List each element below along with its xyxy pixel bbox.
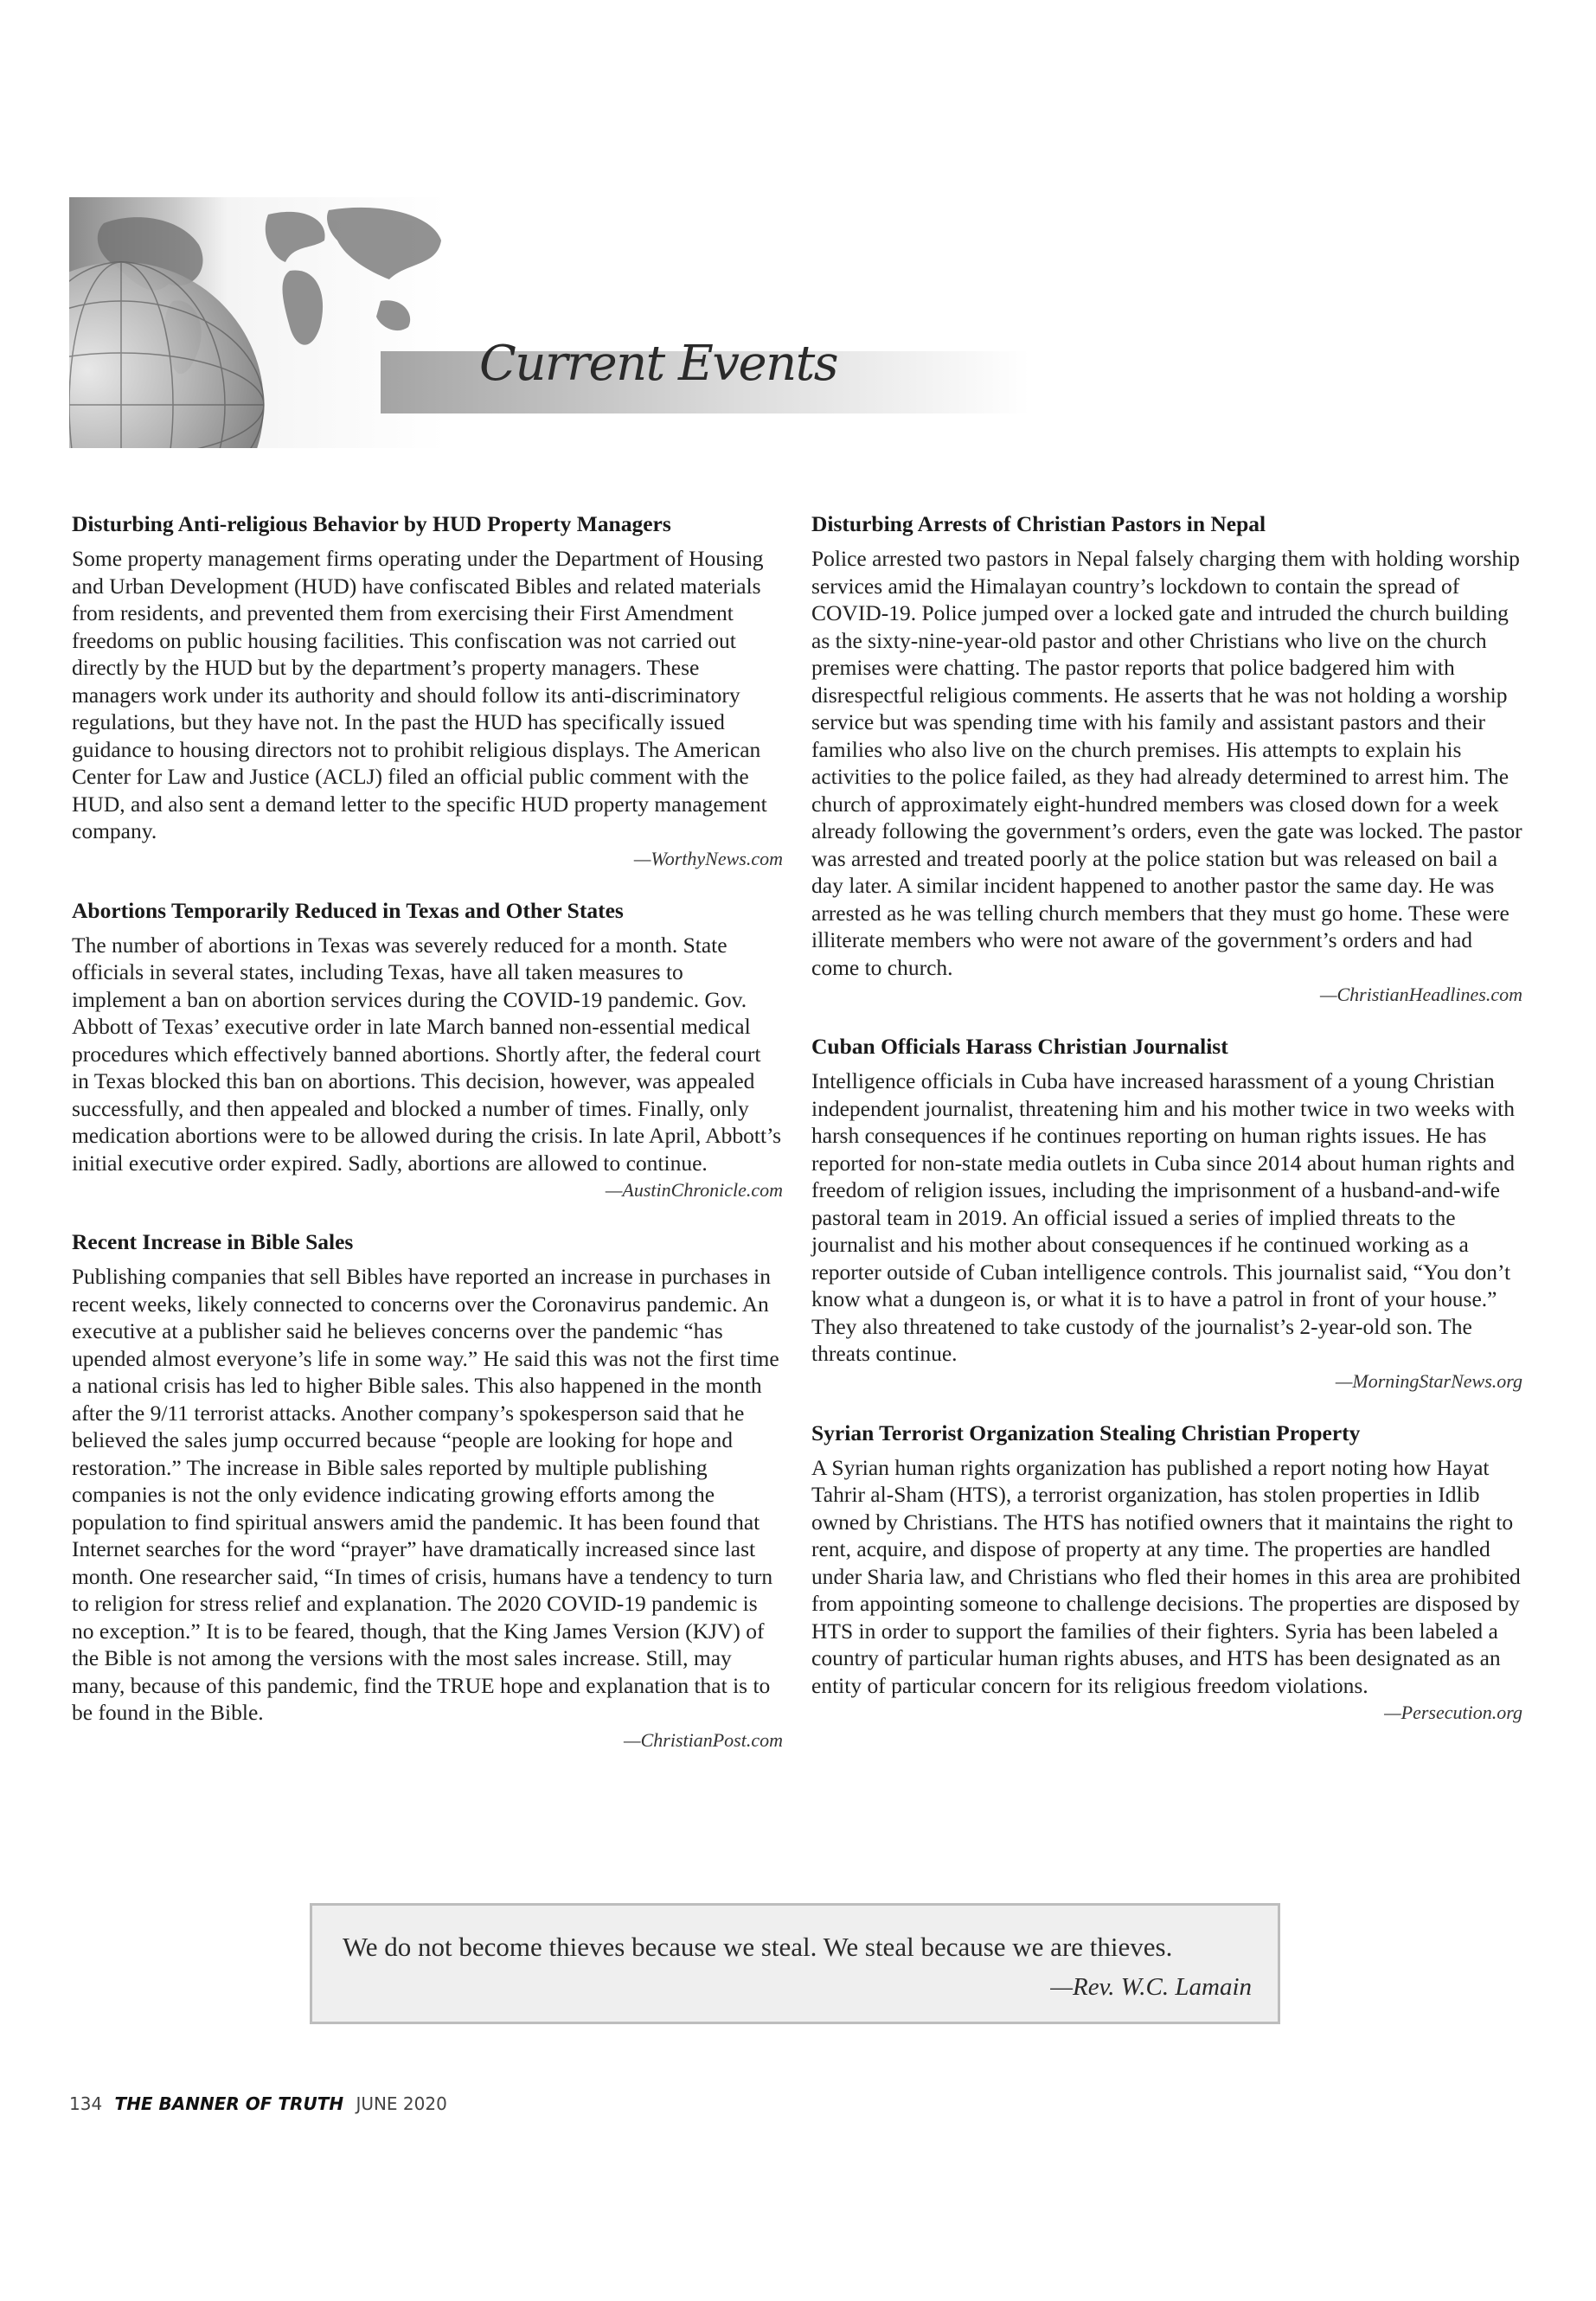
- article-nepal: [811, 510, 1522, 1007]
- article-hud: [72, 510, 783, 871]
- quote-text: We do not become thieves because we steal. We steal because we are thieves.: [343, 1932, 1173, 1962]
- issue-date: JUNE 2020: [356, 2093, 447, 2114]
- section-banner: [69, 197, 1029, 448]
- article-body: Some property management firms operating under the Department of Housing and Urban Development (HUD) have confiscated Bibles and related materials from residents, and prevented them from exercising their First Amendment freedoms on public housing facilities. This confiscation was not carried out directly by the HUD but by the department’s property managers. These managers work under its authority and should follow its anti-discriminatory regulations, but they have not. In the past the HUD has specifically issued guidance to housing directors not to prohibit religious displays. The American Center for Law and Justice (ACLJ) filed an official public comment with the HUD, and also sent a demand letter to the specific HUD property management company.: [72, 546, 767, 843]
- page-number: 134: [69, 2093, 103, 2114]
- article-cuba: [811, 1033, 1522, 1394]
- article-source: —MorningStarNews.org: [1335, 1369, 1522, 1392]
- article-title: Disturbing Arrests of Christian Pastors in Nepal: [811, 511, 1266, 536]
- article-source: —ChristianPost.com: [624, 1728, 783, 1751]
- article-source: —Persecution.org: [1384, 1702, 1522, 1723]
- article-syria: [811, 1420, 1522, 1726]
- quote-author: —Rev. W.C. Lamain: [1050, 1973, 1252, 2001]
- right-column: [811, 510, 1522, 1751]
- publication-name: THE BANNER OF TRUTH: [114, 2093, 344, 2114]
- article-body: Intelligence officials in Cuba have increased harassment of a young Christian independent journalist, threatening him and his mother twice in two weeks with harsh consequences if he continues reporting on human rights issues. He has reported for non-state media outlets in Cuba since 2014 about human rights and freedom of religion issues, including the imprisonment of a husband-and-wife pastoral team in 2019. An official issued a series of implied threats to the journalist and his mother about consequences if he continued working as a reporter outside of Cuban intelligence controls. This journalist said, “You don’t know what a dungeon is, or what it is to have a patrol in front of your house.” They also threatened to take custody of the journalist’s 2-year-old son. The threats continue.: [811, 1068, 1515, 1366]
- article-bible-sales: [72, 1228, 783, 1753]
- pull-quote: [310, 1903, 1280, 2024]
- article-source: —WorthyNews.com: [633, 847, 783, 869]
- article-source: —ChristianHeadlines.com: [1319, 984, 1522, 1005]
- article-title: Disturbing Anti-religious Behavior by HUD Property Managers: [72, 511, 671, 536]
- article-title: Cuban Officials Harass Christian Journalist: [811, 1034, 1228, 1059]
- article-abortions: [72, 897, 783, 1203]
- world-map-globe-icon: [69, 197, 1029, 448]
- page-title: Current Events: [479, 336, 837, 392]
- left-column: [72, 510, 783, 1779]
- article-source: —AustinChronicle.com: [605, 1179, 783, 1201]
- article-body: A Syrian human rights organization has published a report noting how Hayat Tahrir al-Sham (HTS), a terrorist organization, has stolen properties in Idlib owned by Christians. The HTS has notified owners that it maintains the right to rent, acquire, and dispose of property at any time. The properties are handled under Sharia law, and Christians who fled their homes in this area are prohibited from appointing someone to challenge decisions. The properties are disposed by HTS in order to support the families of their fighters. Syria has been labeled a country of particular human rights abuses, and HTS has been designated as an entity of particular concern for its religious freedom violations.: [811, 1454, 1521, 1698]
- article-body: Police arrested two pastors in Nepal falsely charging them with holding worship services amid the Himalayan country’s lockdown to contain the spread of COVID-19. Police jumped over a locked gate and intruded the church building as the sixty-nine-year-old pastor and other Christians who live on the church premises were chatting. The pastor reports that police badgered him with disrespectful religious comments. He asserts that he was not holding a worship service but was spending time with his family and assistant pastors and their families who also live on the church premises. His attempts to explain his activities to the police failed, as they had already determined to arrest him. The church of approximately eight-hundred members was closed down for a week already following the government’s orders, even the gate was locked. The pastor was arrested and treated poorly at the police station but was released on bail a day later. A similar incident happened to another pastor the same day. He was arrested as he was telling church members that they must go home. These were illiterate members who were not aware of the government’s orders and had come to church.: [811, 546, 1522, 980]
- article-title: Abortions Temporarily Reduced in Texas and Other States: [72, 897, 624, 923]
- article-title: Recent Increase in Bible Sales: [72, 1229, 354, 1254]
- article-body: Publishing companies that sell Bibles have reported an increase in purchases in recent weeks, likely connected to concerns over the Coronavirus pandemic. An executive at a publisher said he believes concerns over the pandemic “has upended almost everyone’s life in some way.” He said this was not the first time a national crisis has led to higher Bible sales. This also happened in the month after the 9/11 terrorist attacks. Another company’s spokesperson said that he believed the sales jump occurred because “people are looking for hope and restoration.” The increase in Bible sales reported by multiple publishing companies is not the only evidence indicating growing efforts among the population to find spiritual answers amid the pandemic. It has been found that Internet searches for the word “prayer” have dramatically increased since last month. One researcher said, “In times of crisis, humans have a tendency to turn to religion for stress relief and explanation. The 2020 COVID-19 pandemic is no exception.” It is to be feared, though, that the King James Version (KJV) of the Bible is not among the versions with the most sales increase. Still, may many, because of this pandemic, find the TRUE hope and explanation that is to be found in the Bible.: [72, 1264, 779, 1725]
- page-footer: [69, 2093, 447, 2114]
- article-title: Syrian Terrorist Organization Stealing Christian Property: [811, 1420, 1361, 1445]
- article-body: The number of abortions in Texas was severely reduced for a month. State officials in several states, including Texas, have all taken measures to implement a ban on abortion services during the COVID-19 pandemic. Gov. Abbott of Texas’ executive order in late March banned non-essential medical procedures which effectively banned abortions. Shortly after, the federal court in Texas blocked this ban on abortions. This decision, however, was appealed successfully, and then appealed and blocked a number of times. Finally, only medication abortions were to be allowed during the crisis. In late April, Abbott’s initial executive order expired. Sadly, abortions are allowed to continue.: [72, 932, 782, 1176]
